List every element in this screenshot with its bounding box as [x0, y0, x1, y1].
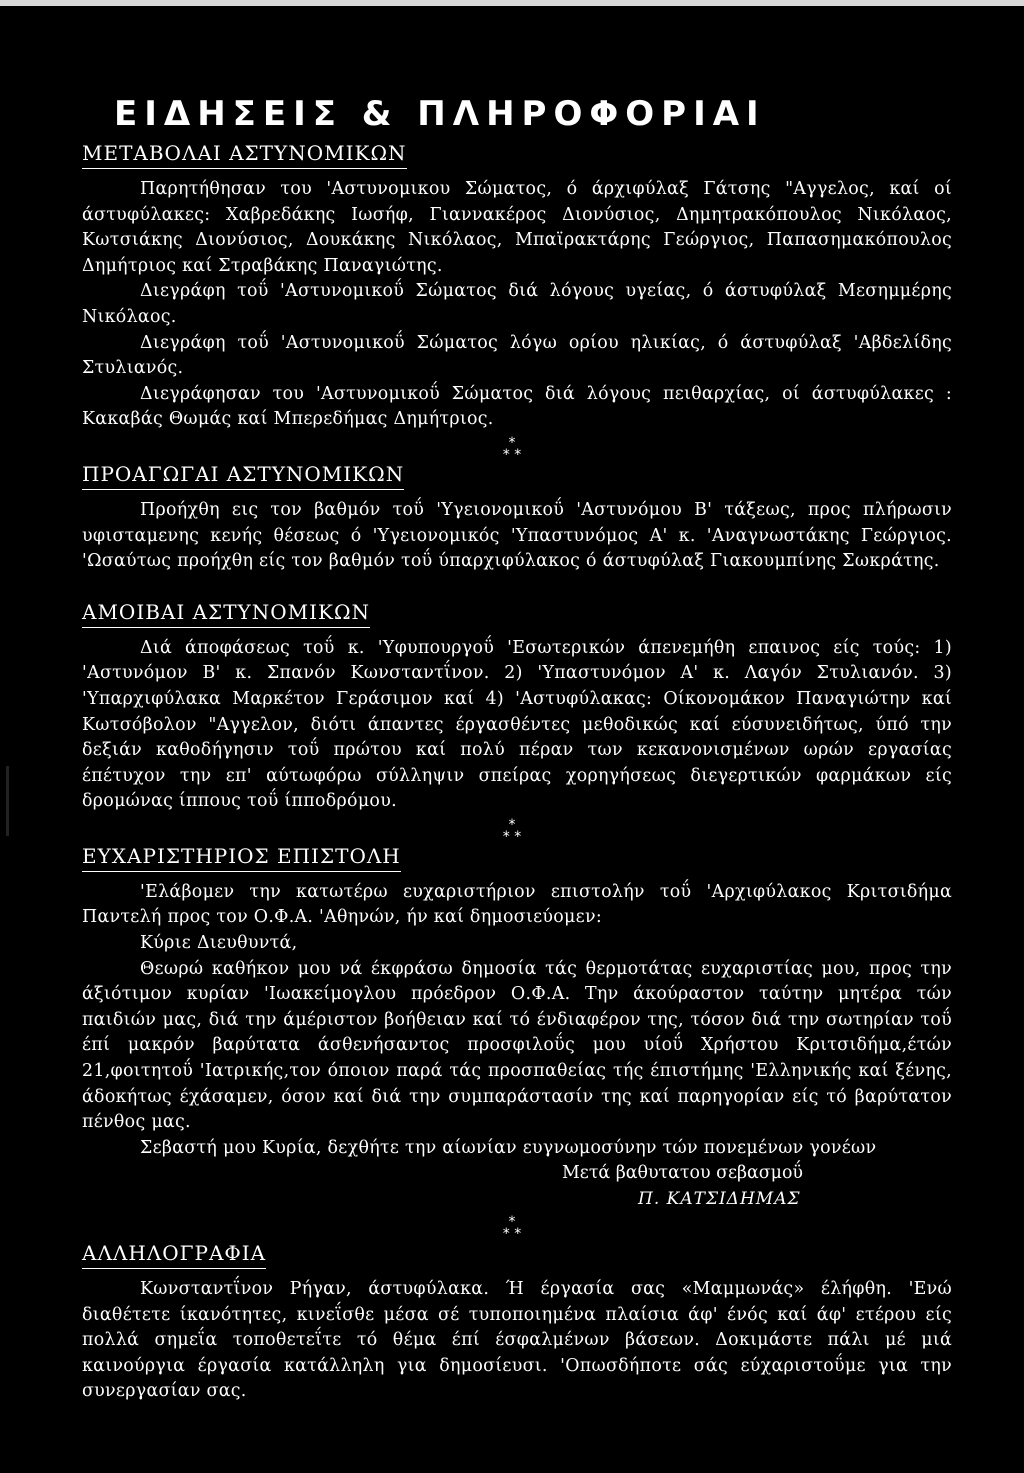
letter-salutation: Κύριε Διευθυντά, — [140, 933, 298, 954]
section-eucharistirios — [82, 843, 952, 1212]
paragraph: Διεγράφη τοΰ 'Αστυνομικοΰ Σώματος διά λόγους υγείας, ό άστυφύλαξ Μεσημμέρης Νικόλαος. — [82, 281, 952, 327]
paragraph: Διεγράφησαν του 'Αστυνομικοΰ Σώματος διά λόγους πειθαρχίας, οί άστυφύλακες : Κακαβάς Θωμάς καί Μπερεδήμας Δημήτριος. — [82, 383, 952, 430]
letter-signature: Π. ΚΑΤΣΙΔΗΜΑΣ — [638, 1189, 801, 1209]
letter-closing: Σεβαστή μου Κυρία, δεχθήτε την αίωνίαν ευγνωμοσύνην τών πονεμένων γονέων — [140, 1137, 877, 1158]
asterism: * * * — [502, 434, 522, 463]
masthead: ΕΙΔΗΣΕΙΣ & ΠΛΗΡΟΦΟΡΙΑΙ — [114, 94, 766, 134]
asterism: * * * — [502, 1214, 522, 1242]
paragraph: Προήχθη εις τον βαθμόν τοΰ 'Υγειονομικοΰ 'Αστυνόμου Β' τάξεως, προς πλήρωσιν υφισταμενης κενής θέσεως ό 'Υγειονομικός 'Υπαστυνόμος Α' κ. 'Αναγνωστάκης Γεώργιος. 'Ωσαύτως προήχθη είς τον βαθμόν τοΰ ύπαρχιφύλακος ό άστυφύλαξ Γιακουμπίνης Σωκράτης. — [82, 499, 952, 572]
paragraph: Διά άποφάσεως τοΰ κ. 'Υφυπουργοΰ 'Εσωτερικών άπενεμήθη επαινος είς τούς: 1) 'Αστυνόμον Β' κ. Σπανόν Κωνσταντΐνον. 2) 'Υπαστυνόμον Α' κ. Λαγόν Στυλιανόν. 3) 'Υπαρχιφύλακα Μαρκέτον Γεράσιμον καί 4) 'Αστυφύλακας: Οίκονομάκον Παναγιώτην καί Κωτσόβολον "Αγγελον, διότι άπαντες έργασθέντες μεθοδικώς καί εύσυνειδήτως, ύπό την δεξιάν καθοδήγησιν τοΰ πρώτου καί πολύ πέραν των κεκανονισμένων ωρών εργασίας έπέτυχον την επ' αύτωφόρω σύλληψιν σπείρας χορηγήσεως διεγερτικών φαρμάκων είς δρομώνας ίππους τοΰ ίπποδρόμου. — [82, 637, 952, 812]
section-proagogai — [82, 461, 952, 575]
section-metavolai — [82, 140, 952, 433]
section-title: ΑΛΛΗΛΟΓΡΑΦΙΑ — [82, 1240, 266, 1269]
section-allilografia — [82, 1240, 952, 1405]
section-title: ΑΜΟΙΒΑΙ ΑΣΤΥΝΟΜΙΚΩΝ — [82, 599, 370, 628]
separator — [82, 433, 952, 461]
section-title: ΜΕΤΑΒΟΛΑΙ ΑΣΤΥΝΟΜΙΚΩΝ — [82, 140, 407, 169]
separator — [82, 1212, 952, 1240]
paragraph: 'Ελάβομεν την κατωτέρω ευχαριστήριον επιστολήν τοΰ 'Αρχιφύλακος Κριτσιδήμα Παντελή προς τον Ο.Φ.Α. 'Αθηνών, ήν καί δημοσιεύομεν: — [82, 881, 952, 928]
asterism: * * * — [502, 816, 522, 845]
separator — [82, 815, 952, 843]
scan-artifact — [6, 766, 9, 836]
paragraph: Παρητήθησαν του 'Αστυνομικου Σώματος, ό άρχιφύλαξ Γάτσης "Αγγελος, καί οί άστυφύλακες: Χαβρεδάκης Ιωσήφ, Γιαννακέρος Διονύσιος, Δημητρακόπουλος Νικόλαος, Κωτσιάκης Διονύσιος, Δουκάκης Νικόλαος, Μπαϊρακτάρης Γεώργιος, Παπασημακόπουλος Δημήτριος καί Στραβάκης Παναγιώτης. — [82, 179, 952, 276]
letter-signoff: Μετά βαθυτατου σεβασμοΰ — [562, 1163, 803, 1184]
paragraph: Κωνσταντΐνον Ρήγαν, άστυφύλακα. Ή έργασία σας «Μαμμωνάς» έλήφθη. 'Ενώ διαθέτετε ίκανότητες, κινεΐσθε μέσα σέ τυποποιημένα πλαίσια άφ' ένός καί άφ' ετέρου είς πολλά σημεΐα τοποθετεΐτε τό θέμα έπί έσφαλμένων βάσεων. Δοκιμάστε πάλι μέ μιά καινούργια έργασία κατάλληλη για δημοσίευσι. 'Οπωσδήποτε σάς εύχαριστοΰμε για την συνεργασίαν σας. — [82, 1279, 952, 1402]
section-title: ΠΡΟΑΓΩΓΑΙ ΑΣΤΥΝΟΜΙΚΩΝ — [82, 461, 404, 490]
section-title: ΕΥΧΑΡΙΣΤΗΡΙΟΣ ΕΠΙΣΤΟΛΗ — [82, 843, 401, 872]
letter-body: Θεωρώ καθήκον μου νά έκφράσω δημοσία τάς θερμοτάτας ευχαριστίας μου, προς την άξιότιμον κυρίαν 'Ιωακείμογλου πρόεδρον Ο.Φ.Α. Την άκούραστον ταύτην μητέρα τών παιδιών μας, διά την άμέριστον βοήθειαν καί τό ένδιαφέρον της, τόσον διά την σωτηρίαν τοΰ έπί μακρόν βαρύτατα άσθενήσαντος προσφιλοΰς μου υίοΰ Χρήστου Κριτσιδήμα,έτών 21,φοιτητοΰ 'Ιατρικής,τον όποιον παρά τάς προσπαθείας τής έπιστήμης 'Ελληνικής καί ξένης, άδοκήτως έχάσαμεν, όσον καί διά την συμπαράστασίν της καί παρηγορίαν είς τό βαρύτατον πένθος μας. — [82, 958, 952, 1133]
section-amoibai — [82, 599, 952, 815]
page — [0, 6, 1024, 1473]
paragraph: Διεγράφη τοΰ 'Αστυνομικοΰ Σώματος λόγω ορίου ηλικίας, ό άστυφύλαξ 'Αβδελίδης Στυλιανός. — [82, 332, 952, 379]
page-content — [82, 94, 952, 1405]
